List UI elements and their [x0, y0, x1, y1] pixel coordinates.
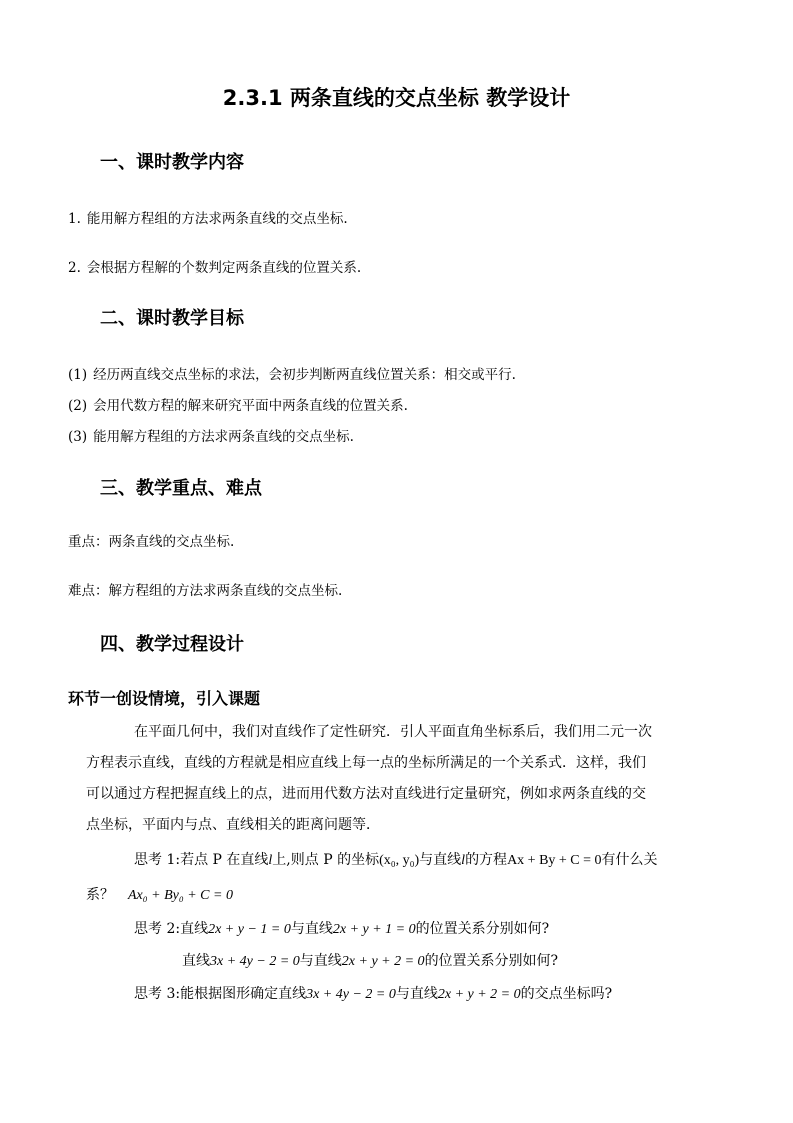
think-text: 思考 3:能根据图形确定直线 [134, 986, 307, 1002]
list-text: 会用代数方程的解来研究平面中两条直线的位置关系. [93, 398, 408, 414]
list-text: 经历两直线交点坐标的求法，会初步判断两直线位置关系：相交或平行. [93, 367, 516, 383]
list-item [68, 363, 516, 383]
think-text: 与直线 [395, 986, 438, 1002]
point-coordinate: (x₀, y₀) [379, 853, 420, 868]
think-text: 的方程 [465, 852, 508, 868]
line-symbol: l [268, 853, 273, 868]
think-2-second-line [182, 950, 558, 970]
line-symbol: l [461, 853, 466, 868]
paragraph-line: 方程表示直线，直线的方程就是相应直线上每一点的坐标所满足的一个关系式．这样，我们 [86, 755, 646, 771]
list-item [68, 256, 361, 276]
think-text: 与直线 [419, 852, 462, 868]
think-text: 系？ [86, 887, 114, 903]
list-number: 1. [68, 211, 81, 227]
list-number: (2) [68, 398, 88, 414]
list-item [68, 207, 348, 227]
think-text: 有什么关 [601, 852, 658, 868]
list-text: 能用解方程组的方法求两条直线的交点坐标. [86, 211, 348, 227]
section-heading-2: 二、课时教学目标 [100, 308, 244, 329]
think-text: 的交点坐标吗? [520, 986, 613, 1002]
list-number: (1) [68, 367, 88, 383]
line-equation: 2x + y + 2 = 0 [437, 987, 521, 1002]
list-text: 会根据方程解的个数判定两条直线的位置关系. [86, 260, 362, 276]
think-text: 与直线 [290, 921, 333, 937]
think-text: 与直线 [299, 953, 342, 969]
think-text: 直线 [182, 953, 210, 969]
line-equation: Ax + By + C = 0 [507, 853, 602, 868]
think-text: 思考 2:直线 [134, 921, 209, 937]
stage-heading: 环节一创设情境，引入课题 [68, 689, 261, 708]
line-equation: 3x + 4y − 2 = 0 [210, 954, 300, 969]
think-text: 思考 1:若点 P 在直线 [134, 852, 269, 868]
page-title: 2.3.1 两条直线的交点坐标 教学设计 [222, 86, 571, 110]
list-item [68, 394, 408, 414]
line-equation: 2x + y + 1 = 0 [332, 922, 416, 937]
think-text: 上,则点 P 的坐标 [272, 852, 380, 868]
list-item [68, 425, 354, 445]
paragraph-line: 点坐标，平面内与点、直线相关的距离问题等． [86, 817, 380, 833]
paragraph-line: 可以通过方程把握直线上的点，进而用代数方法对直线进行定量研究，例如求两条直线的交 [86, 786, 646, 802]
think-1 [134, 849, 658, 869]
think-text: 的位置关系分别如何? [424, 953, 559, 969]
think-text: 的位置关系分别如何? [415, 921, 550, 937]
list-text: 能用解方程组的方法求两条直线的交点坐标. [93, 429, 354, 445]
list-number: 2. [68, 260, 81, 276]
line-equation: 3x + 4y − 2 = 0 [306, 987, 396, 1002]
think-2 [134, 918, 549, 938]
difficult-point: 难点：解方程组的方法求两条直线的交点坐标. [68, 583, 343, 599]
section-heading-1: 一、课时教学内容 [100, 152, 244, 173]
paragraph-line: 在平面几何中，我们对直线作了定性研究．引人平面直角坐标系后，我们用二元一次 [134, 724, 652, 740]
think-3 [134, 983, 612, 1003]
list-number: (3) [68, 429, 88, 445]
section-heading-3: 三、教学重点、难点 [100, 478, 262, 499]
section-heading-4: 四、教学过程设计 [100, 634, 244, 655]
think-1-answer-line [86, 884, 233, 904]
line-equation: 2x + y + 2 = 0 [341, 954, 425, 969]
answer-equation: Ax₀ + By₀ + C = 0 [128, 888, 233, 903]
line-equation: 2x + y − 1 = 0 [208, 922, 291, 937]
key-point: 重点：两条直线的交点坐标. [68, 534, 235, 550]
